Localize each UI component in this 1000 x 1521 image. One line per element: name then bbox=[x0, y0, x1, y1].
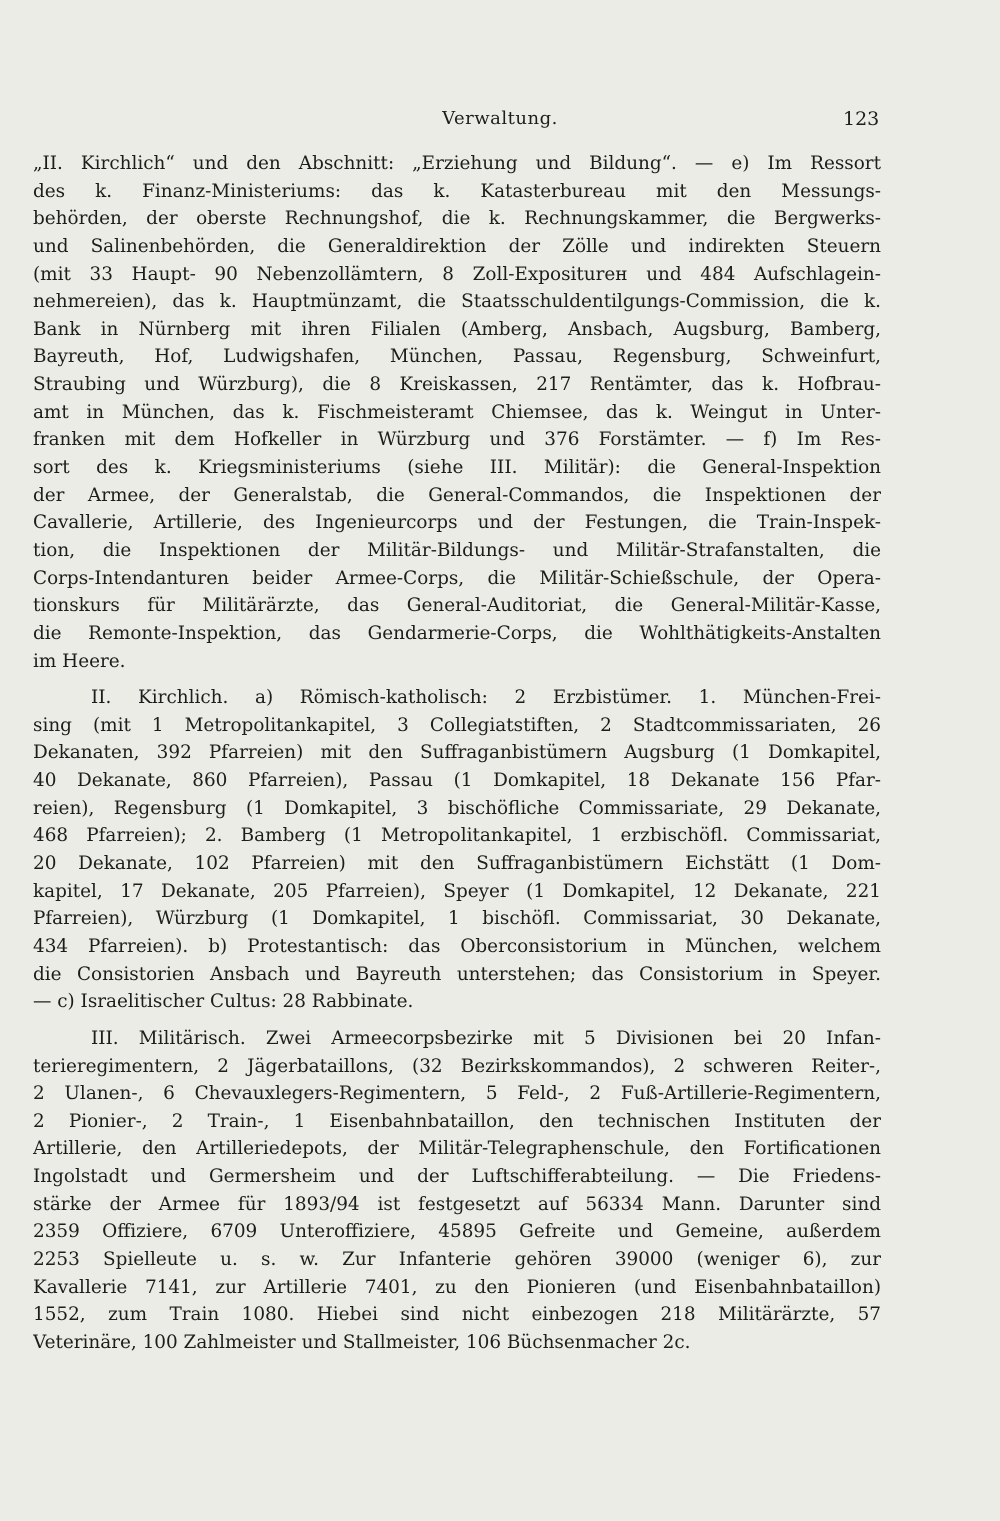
text-line: (mit 33 Haupt- 90 Nebenzollämtern, 8 Zoll-Expositurен und 484 Aufschlagein- bbox=[33, 263, 881, 285]
text-line: III. Militärisch. Zwei Armeecorpsbezirke mit 5 Divisionen bei 20 Infan- bbox=[91, 1027, 881, 1049]
text-line: der Armee, der Generalstab, die General-Commandos, die Inspektionen der bbox=[33, 484, 881, 506]
text-line: terieregimentern, 2 Jägerbataillons, (32 Bezirkskommandos), 2 schweren Reiter-, bbox=[33, 1055, 881, 1077]
running-title: Verwaltung. bbox=[442, 108, 558, 129]
text-line: Cavallerie, Artillerie, des Ingenieurcorps und der Festungen, die Train-Inspek- bbox=[33, 512, 881, 534]
text-line: II. Kirchlich. a) Römisch-katholisch: 2 Erzbistümer. 1. München-Frei- bbox=[91, 687, 881, 709]
text-line: Bank in Nürnberg mit ihren Filialen (Amberg, Ansbach, Augsburg, Bamberg, bbox=[33, 318, 881, 340]
paragraph-military bbox=[33, 1025, 881, 1357]
text-line: tionskurs für Militärärzte, das General-Auditoriat, die General-Militär-Kasse, bbox=[33, 595, 881, 617]
text-line: Corps-Intendanturen beider Armee-Corps, die Militär-Schießschule, der Opera- bbox=[33, 567, 881, 589]
text-line: Ingolstadt und Germersheim und der Luftschifferabteilung. — Die Friedens- bbox=[33, 1166, 881, 1188]
text-line: die Remonte-Inspektion, das Gendarmerie-Corps, die Wohlthätigkeits-Anstalten bbox=[33, 622, 881, 644]
text-line: behörden, der oberste Rechnungshof, die k. Rechnungskammer, die Bergwerks- bbox=[33, 208, 881, 230]
text-line: amt in München, das k. Fischmeisteramt Chiemsee, das k. Weingut in Unter- bbox=[33, 401, 881, 423]
text-line: tion, die Inspektionen der Militär-Bildungs- und Militär-Strafanstalten, die bbox=[33, 539, 881, 561]
text-line: und Salinenbehörden, die Generaldirektion der Zölle und indirekten Steuern bbox=[33, 235, 881, 257]
text-line: 2253 Spielleute u. s. w. Zur Infanterie gehören 39000 (weniger 6), zur bbox=[33, 1248, 881, 1270]
text-line: stärke der Armee für 1893/94 ist festgesetzt auf 56334 Mann. Darunter sind bbox=[33, 1193, 881, 1215]
text-line: sing (mit 1 Metropolitankapitel, 3 Collegiatstiften, 2 Stadtcommissariaten, 26 bbox=[33, 714, 881, 736]
page-number: 123 bbox=[843, 108, 880, 130]
text-line: die Consistorien Ansbach und Bayreuth unterstehen; das Consistorium in Speyer. bbox=[33, 963, 881, 985]
text-line: — c) Israelitischer Cultus: 28 Rabbinate. bbox=[33, 991, 414, 1013]
text-line: 2 Pionier-, 2 Train-, 1 Eisenbahnbataillon, den technischen Instituten der bbox=[33, 1110, 881, 1132]
text-line: Pfarreien), Würzburg (1 Domkapitel, 1 bischöfl. Commissariat, 30 Dekanate, bbox=[33, 908, 881, 930]
paragraph-gap bbox=[33, 1016, 881, 1025]
text-line: 1552, zum Train 1080. Hiebei sind nicht einbezogen 218 Militärärzte, 57 bbox=[33, 1304, 881, 1326]
text-line: 2 Ulanen-, 6 Chevauxlegers-Regimentern, 5 Feld-, 2 Fuß-Artillerie-Regimentern, bbox=[33, 1083, 881, 1105]
text-line: nehmereien), das k. Hauptmünzamt, die Staatsschuldentilgungs-Commission, die k. bbox=[33, 291, 881, 313]
text-line: 20 Dekanate, 102 Pfarreien) mit den Suffraganbistümern Eichstätt (1 Dom- bbox=[33, 853, 881, 875]
text-line: Dekanaten, 392 Pfarreien) mit den Suffraganbistümern Augsburg (1 Domkapitel, bbox=[33, 742, 881, 764]
text-line: im Heere. bbox=[33, 650, 126, 672]
text-line: Straubing und Würzburg), die 8 Kreiskassen, 217 Rentämter, das k. Hofbrau- bbox=[33, 374, 881, 396]
paragraph-ecclesiastical bbox=[33, 684, 881, 1016]
text-line: kapitel, 17 Dekanate, 205 Pfarreien), Speyer (1 Domkapitel, 12 Dekanate, 221 bbox=[33, 880, 881, 902]
text-line: Veterinäre, 100 Zahlmeister und Stallmeister, 106 Büchsenmacher 2c. bbox=[33, 1331, 691, 1353]
text-line: reien), Regensburg (1 Domkapitel, 3 bischöfliche Commissariate, 29 Dekanate, bbox=[33, 797, 881, 819]
text-line: 468 Pfarreien); 2. Bamberg (1 Metropolitankapitel, 1 erzbischöfl. Commissariat, bbox=[33, 825, 881, 847]
paragraph-gap bbox=[33, 675, 881, 684]
text-line: 40 Dekanate, 860 Pfarreien), Passau (1 Domkapitel, 18 Dekanate 156 Pfar- bbox=[33, 770, 881, 792]
text-line: des k. Finanz-Ministeriums: das k. Katasterbureau mit den Messungs- bbox=[33, 180, 881, 202]
text-line: „II. Kirchlich“ und den Abschnitt: „Erziehung und Bildung“. — e) Im Ressort bbox=[33, 153, 881, 174]
text-line: 2359 Offiziere, 6709 Unteroffiziere, 45895 Gefreite und Gemeine, außerdem bbox=[33, 1221, 881, 1243]
text-line: Artillerie, den Artilleriedepots, der Militär-Telegraphenschule, den Fortificationen bbox=[33, 1138, 881, 1160]
text-line: sort des k. Kriegsministeriums (siehe III. Militär): die General-Inspektion bbox=[33, 457, 881, 479]
text-line: 434 Pfarreien). b) Protestantisch: das Oberconsistorium in München, welchem bbox=[33, 935, 881, 957]
body-text bbox=[33, 150, 881, 1357]
text-line: Kavallerie 7141, zur Artillerie 7401, zu den Pionieren (und Eisenbahnbataillon) bbox=[33, 1276, 881, 1298]
text-line: franken mit dem Hofkeller in Würzburg und 376 Forstämter. — f) Im Res- bbox=[33, 429, 881, 451]
running-head bbox=[0, 108, 1000, 138]
text-line: Bayreuth, Hof, Ludwigshafen, München, Passau, Regensburg, Schweinfurt, bbox=[33, 346, 881, 368]
paragraph-finance-war-ministries bbox=[33, 150, 881, 675]
